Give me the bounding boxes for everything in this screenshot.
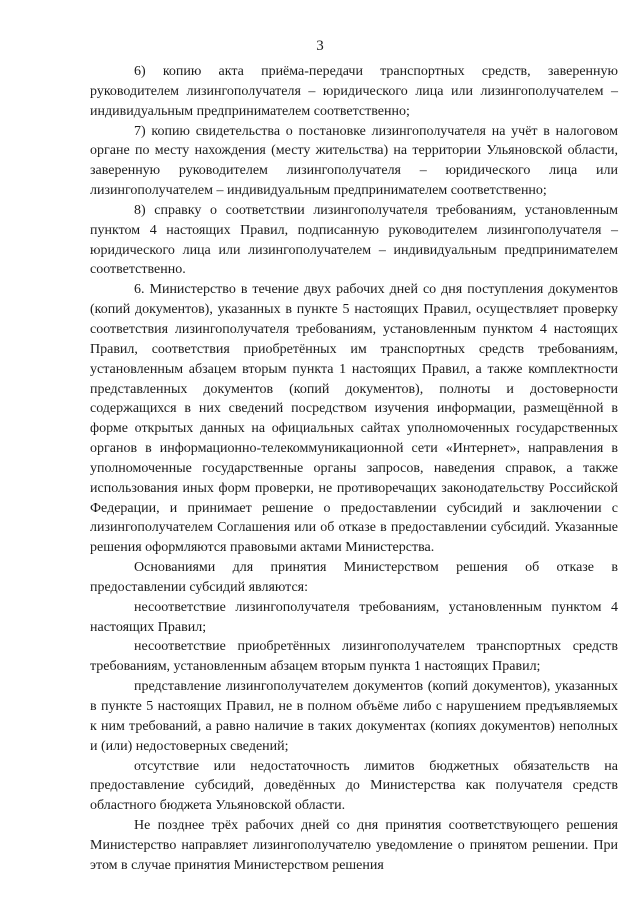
paragraph-item-6-act-copy: 6) копию акта приёма-передачи транспортных средств, заверенную руководителем лизингополучателя – юридического лица или лизингополучателем – индивидуальным предпринимателем соответственно; [90,64,618,119]
page-number: 3 [316,38,324,54]
paragraph-ground-requirements: несоответствие лизингополучателя требованиям, установленным пунктом 4 настоящих Правил; [90,599,618,635]
paragraph-ground-limits: отсутствие или недостаточность лимитов бюджетных обязательств на предоставление субсидий, доведённых до Министерства как получателя средств областного бюджета Ульяновской области. [90,758,618,814]
paragraph-notification: Не позднее трёх рабочих дней со дня принятия соответствующего решения Министерство направляет лизингополучателю уведомление о принятом решении. При этом в случае принятия Министерством решения [90,818,618,873]
paragraph-section-6: 6. Министерство в течение двух рабочих дней со дня поступления документов (копий документов), указанных в пункте 5 настоящих Правил, осуществляет проверку соответствия лизингополучателя требованиям, установленным пунктом 4 настоящих Правил, соответствия приобретённых им транспортных средств требованиям, установленным абзацем вторым пункта 1 настоящих Правил, а также комплектности представленных документов (копий документов), полноты и достоверности содержащихся в них сведений посредством изучения информации, размещённой в форме открытых данных на официальных сайтах уполномоченных государственных органов в информационно-телекоммуникационной сети «Интернет», направления в уполномоченные государственные органы запросов, наведения справок, а также использования иных форм проверки, не противоречащих законодательству Российской Федерации, и принимает решение о предоставлении субсидий и заключении с лизингополучателем Соглашения или об отказе в предоставлении субсидий. Указанные решения оформляются правовыми актами Министерства. [90,282,618,556]
document-body [90,62,618,876]
paragraph-item-7-tax-certificate: 7) копию свидетельства о постановке лизингополучателя на учёт в налоговом органе по месту нахождения (месту жительства) на территории Ульяновской области, заверенную руководителем лизингополучателя – юридического лица или лизингополучателем – индивидуальным предпринимателем соответственно; [90,123,618,199]
paragraph-ground-documents: представление лизингополучателем документов (копий документов), указанных в пункте 5 настоящих Правил, не в полном объёме либо с нарушением предъявляемых к ним требований, а равно наличие в таких документах (копиях документов) неполных и (или) недостоверных сведений; [90,679,618,754]
paragraph-item-8-compliance-statement: 8) справку о соответствии лизингополучателя требованиям, установленным пунктом 4 настоящих Правил, подписанную руководителем лизингополучателя – юридического лица или лизингополучателем – индивидуальным предпринимателем соответственно. [90,202,618,278]
paragraph-ground-vehicles: несоответствие приобретённых лизингополучателем транспортных средств требованиям, установленным абзацем вторым пункта 1 настоящих Правил; [90,639,618,675]
paragraph-refusal-grounds-intro: Основаниями для принятия Министерством решения об отказе в предоставлении субсидий являются: [90,560,618,595]
